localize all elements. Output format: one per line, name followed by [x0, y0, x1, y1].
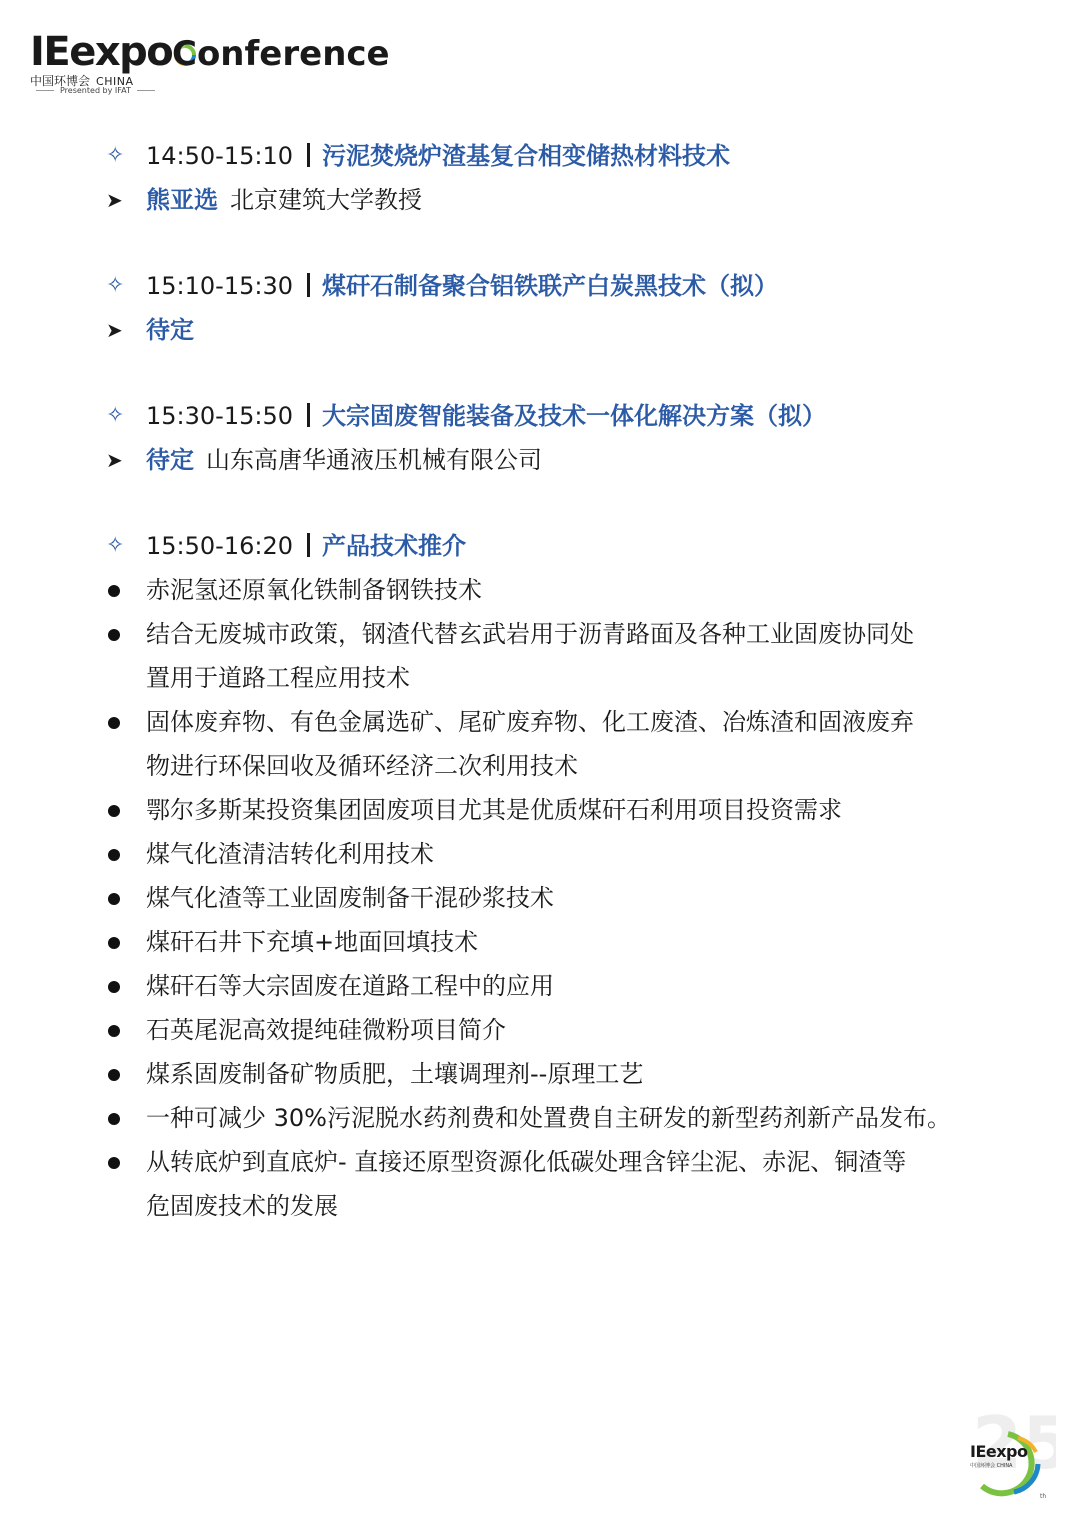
diamond-star-icon: ✧ [106, 403, 125, 428]
emblem-word: IEexpo [970, 1442, 1028, 1461]
logo-china-text: CHINA [96, 75, 134, 88]
list-item [106, 1052, 1006, 1096]
separator-bar [307, 143, 310, 167]
session-time: 15:50-16:20 [146, 532, 293, 560]
bullet-dot-icon [108, 629, 120, 641]
separator-bar [307, 533, 310, 557]
list-item-text: 一种可减少 30%污泥脱水药剂费和处置费自主研发的新型药剂新产品发布。 [146, 1104, 951, 1132]
bullet-dot-icon [108, 1069, 120, 1081]
list-item [106, 700, 1006, 788]
list-item-text: 石英尾泥高效提纯硅微粉项目简介 [146, 1016, 506, 1044]
arrowhead-icon: ➤ [106, 318, 123, 342]
list-item-text: 结合无废城市政策，钢渣代替玄武岩用于沥青路面及各种工业固废协同处 [146, 620, 914, 648]
list-item [106, 964, 1006, 1008]
list-item-text: 赤泥氢还原氧化铁制备钢铁技术 [146, 576, 482, 604]
list-item-text: 煤矸石井下充填+地面回填技术 [146, 928, 479, 956]
bullet-dot-icon [108, 805, 120, 817]
session-title: 大宗固废智能装备及技术一体化解决方案（拟） [322, 402, 826, 430]
bullet-dot-icon [108, 981, 120, 993]
session-title: 产品技术推介 [322, 532, 466, 560]
logo-cn-text: 中国环博会 [30, 74, 91, 88]
session-row [106, 524, 1006, 568]
speaker-row [106, 438, 1006, 482]
list-item [106, 568, 1006, 612]
session-title: 污泥焚烧炉渣基复合相变储热材料技术 [322, 142, 730, 170]
conference-logo [30, 29, 390, 102]
bullet-dot-icon [108, 893, 120, 905]
list-item [106, 788, 1006, 832]
speaker-row [106, 178, 1006, 222]
logo-word: IEexpo [30, 29, 173, 75]
session-time: 15:30-15:50 [146, 402, 293, 430]
speaker-affiliation: 山东高唐华通液压机械有限公司 [206, 446, 542, 474]
separator-bar [307, 403, 310, 427]
list-item-text: 煤气化渣等工业固废制备干混砂浆技术 [146, 884, 554, 912]
anniversary-emblem [952, 1408, 1056, 1504]
agenda-content [106, 134, 1006, 1228]
list-item [106, 920, 1006, 964]
diamond-star-icon: ✧ [106, 273, 125, 298]
bullet-dot-icon [108, 849, 120, 861]
bullet-dot-icon [108, 1113, 120, 1125]
emblem-subtitle: 中国环博会 CHINA [970, 1463, 1013, 1469]
list-item-text: 物进行环保回收及循环经济二次利用技术 [146, 752, 578, 780]
list-item-text: 从转底炉到直底炉- 直接还原型资源化低碳处理含锌尘泥、赤泥、铜渣等 [146, 1148, 907, 1176]
speaker-affiliation: 北京建筑大学教授 [230, 186, 422, 214]
list-item [106, 1008, 1006, 1052]
list-item-text: 置用于道路工程应用技术 [146, 664, 410, 692]
diamond-star-icon: ✧ [106, 143, 125, 168]
bullet-dot-icon [108, 1157, 120, 1169]
speaker-row [106, 308, 1006, 352]
speaker-name: 熊亚选 [146, 186, 218, 214]
list-item [106, 832, 1006, 876]
bullet-dot-icon [108, 717, 120, 729]
list-item [106, 1140, 1006, 1228]
list-item-text: 危固废技术的发展 [146, 1192, 338, 1220]
bullet-dot-icon [108, 1025, 120, 1037]
session-time: 15:10-15:30 [146, 272, 293, 300]
session-row [106, 134, 1006, 178]
arrowhead-icon: ➤ [106, 188, 123, 212]
logo-conference-text: Conference [172, 34, 390, 74]
list-item [106, 876, 1006, 920]
session-time: 14:50-15:10 [146, 142, 293, 170]
diamond-star-icon: ✧ [106, 533, 125, 558]
product-list [106, 568, 1006, 1228]
speaker-name: 待定 [146, 446, 194, 474]
session-title: 煤矸石制备聚合铝铁联产白炭黑技术（拟） [322, 272, 778, 300]
list-item-text: 煤气化渣清洁转化利用技术 [146, 840, 434, 868]
logo-presented-text: Presented by IFAT [30, 86, 161, 95]
arrowhead-icon: ➤ [106, 448, 123, 472]
list-item-text: 煤系固废制备矿物质肥，土壤调理剂--原理工艺 [146, 1060, 644, 1088]
bullet-dot-icon [108, 585, 120, 597]
list-item [106, 1096, 1006, 1140]
bullet-dot-icon [108, 937, 120, 949]
speaker-name: 待定 [146, 316, 194, 344]
list-item-text: 鄂尔多斯某投资集团固废项目尤其是优质煤矸石利用项目投资需求 [146, 796, 842, 824]
list-item [106, 612, 1006, 700]
list-item-text: 固体废弃物、有色金属选矿、尾矿废弃物、化工废渣、冶炼渣和固液废弃 [146, 708, 914, 736]
session-row [106, 394, 1006, 438]
session-row [106, 264, 1006, 308]
list-item-text: 煤矸石等大宗固废在道路工程中的应用 [146, 972, 554, 1000]
emblem-suffix: th [1040, 1493, 1047, 1500]
separator-bar [307, 273, 310, 297]
emblem-number: 25 [972, 1408, 1056, 1485]
